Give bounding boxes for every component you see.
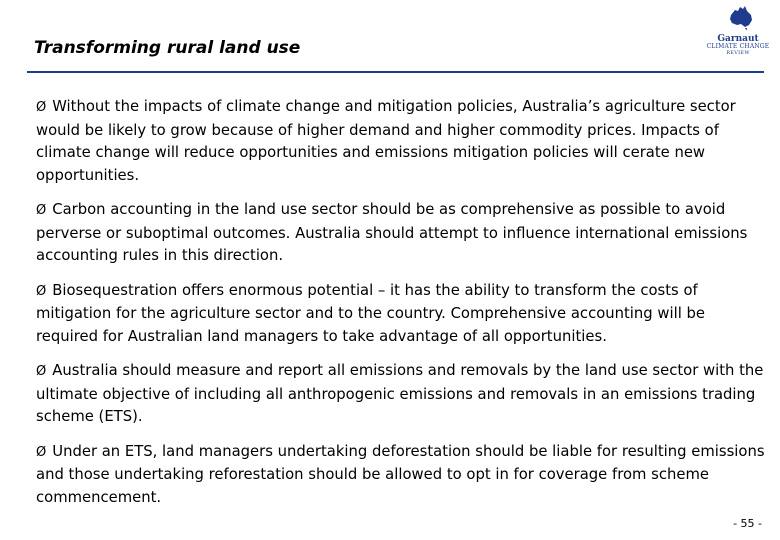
bullet-text: Carbon accounting in the land use sector should be as comprehensive as possible to avoid perverse or suboptimal outcomes. Australia should attempt to influence international emissions accounting rules in this direction. xyxy=(36,201,748,264)
bullet-list xyxy=(36,96,766,509)
logo-line: CLIMATE CHANGE xyxy=(706,43,770,51)
bullet-item xyxy=(36,360,766,429)
bullet-item xyxy=(36,199,766,268)
bullet-text: Australia should measure and report all emissions and removals by the land use sector with the ultimate objective of including all anthropogenic emissions and removals in an emissions trading scheme (ETS). xyxy=(36,362,764,425)
bullet-text: Under an ETS, land managers undertaking deforestation should be liable for resulting emissions and those undertaking reforestation should be allowed to opt in for coverage from scheme commencement. xyxy=(36,442,765,506)
arrow-bullet-icon: Ø xyxy=(36,444,47,460)
arrow-bullet-icon: Ø xyxy=(36,283,47,299)
page-number: - 55 - xyxy=(733,517,762,530)
bullet-text: Without the impacts of climate change and mitigation policies, Australia’s agriculture sector would be likely to grow because of higher demand and higher commodity prices. Impacts of climate change will reduce opportunities and emissions mitigation policies will cerate new opportunities. xyxy=(36,98,736,184)
bullet-item xyxy=(36,96,766,187)
bullet-text: Biosequestration offers enormous potential – it has the ability to transform the costs of mitigation for the agriculture sector and to the country. Comprehensive accounting will be required for Australian land managers to take advantage of all opportunities. xyxy=(36,281,706,345)
arrow-bullet-icon: Ø xyxy=(36,364,47,379)
arrow-bullet-icon: Ø xyxy=(36,100,47,115)
logo-subline: REVIEW xyxy=(726,49,750,56)
bullet-item xyxy=(36,441,766,510)
bullet-item xyxy=(36,280,766,349)
logo-brand: Garnaut xyxy=(717,34,759,44)
title-divider xyxy=(27,71,764,73)
slide-title: Transforming rural land use xyxy=(34,38,301,58)
arrow-bullet-icon: Ø xyxy=(36,203,47,218)
garnaut-logo xyxy=(700,5,776,69)
australia-map-icon xyxy=(728,5,754,31)
